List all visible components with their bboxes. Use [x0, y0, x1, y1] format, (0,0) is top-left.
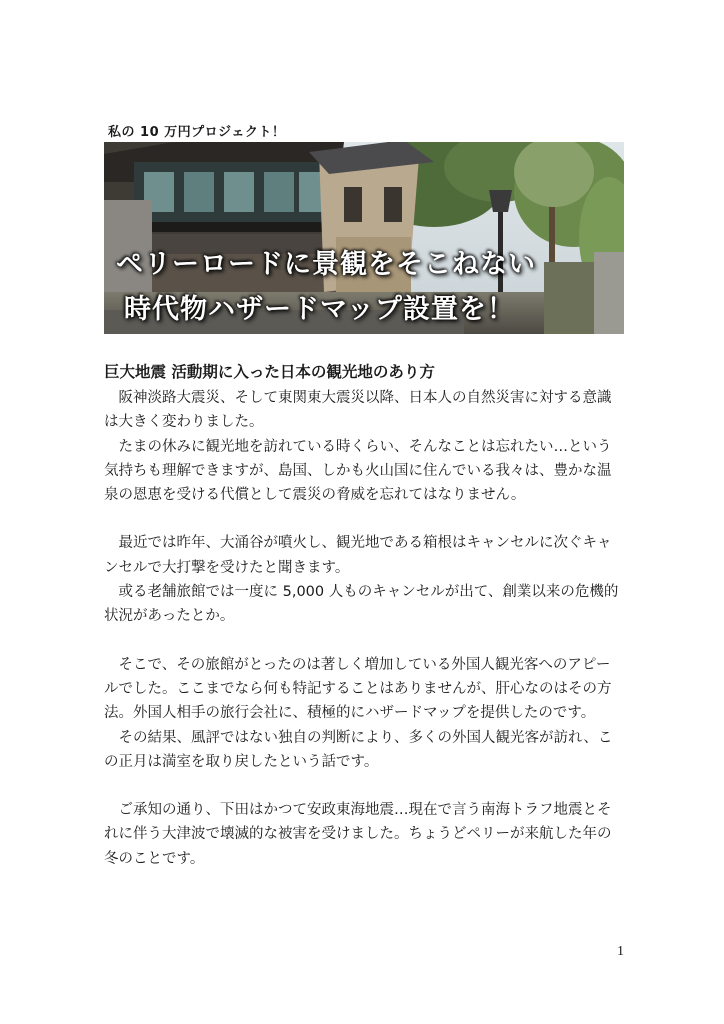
paragraph-5: そこで、その旅館がとったのは著しく増加している外国人観光客へのアピールでした。ここまでなら何も特記することはありませんが、肝心なのはその方法。外国人相手の旅行会社に、積極的にハザードマップを提供したのです。 [104, 656, 612, 722]
paragraph-spacer [104, 774, 624, 798]
paragraph-spacer [104, 629, 624, 653]
article-body [104, 386, 624, 871]
page-number: 1 [617, 944, 624, 959]
project-kicker: 私の 10 万円プロジェクト！ [108, 125, 286, 140]
hero-photo-banner [104, 142, 624, 334]
paragraph-1: 阪神淡路大震災、そして東関東大震災以降、日本人の自然災害に対する意識は大きく変わりました。 [104, 390, 612, 431]
paragraph-spacer [104, 507, 624, 531]
paragraph-7: ご承知の通り、下田はかつて安政東海地震…現在で言う南海トラフ地震とそれに伴う大津波で壊滅的な被害を受けました。ちょうどペリーが来航した年の冬のことです。 [104, 802, 612, 867]
paragraph-4: 或る老舗旅館では一度に 5,000 人ものキャンセルが出て、創業以来の危機的状況があったとか。 [104, 584, 619, 625]
hero-title-line2: 時代物ハザードマップ設置を！ [124, 294, 515, 325]
paragraph-6: その結果、風評ではない独自の判断により、多くの外国人観光客が訪れ、この正月は満室を取り戻したという話です。 [104, 729, 613, 770]
paragraph-3: 最近では昨年、大涌谷が噴火し、観光地である箱根はキャンセルに次ぐキャンセルで大打撃を受けたと聞きます。 [104, 535, 612, 576]
section-heading: 巨大地震 活動期に入った日本の観光地のあり方 [104, 363, 435, 381]
hero-title-line1: ペリーロードに景観をそこねない [116, 249, 536, 280]
paragraph-2: たまの休みに観光地を訪れている時くらい、そんなことは忘れたい…という気持ちも理解できますが、島国、しかも火山国に住んでいる我々は、豊かな温泉の恩恵を受ける代償として震災の脅威を忘れてはなりません。 [104, 438, 612, 504]
